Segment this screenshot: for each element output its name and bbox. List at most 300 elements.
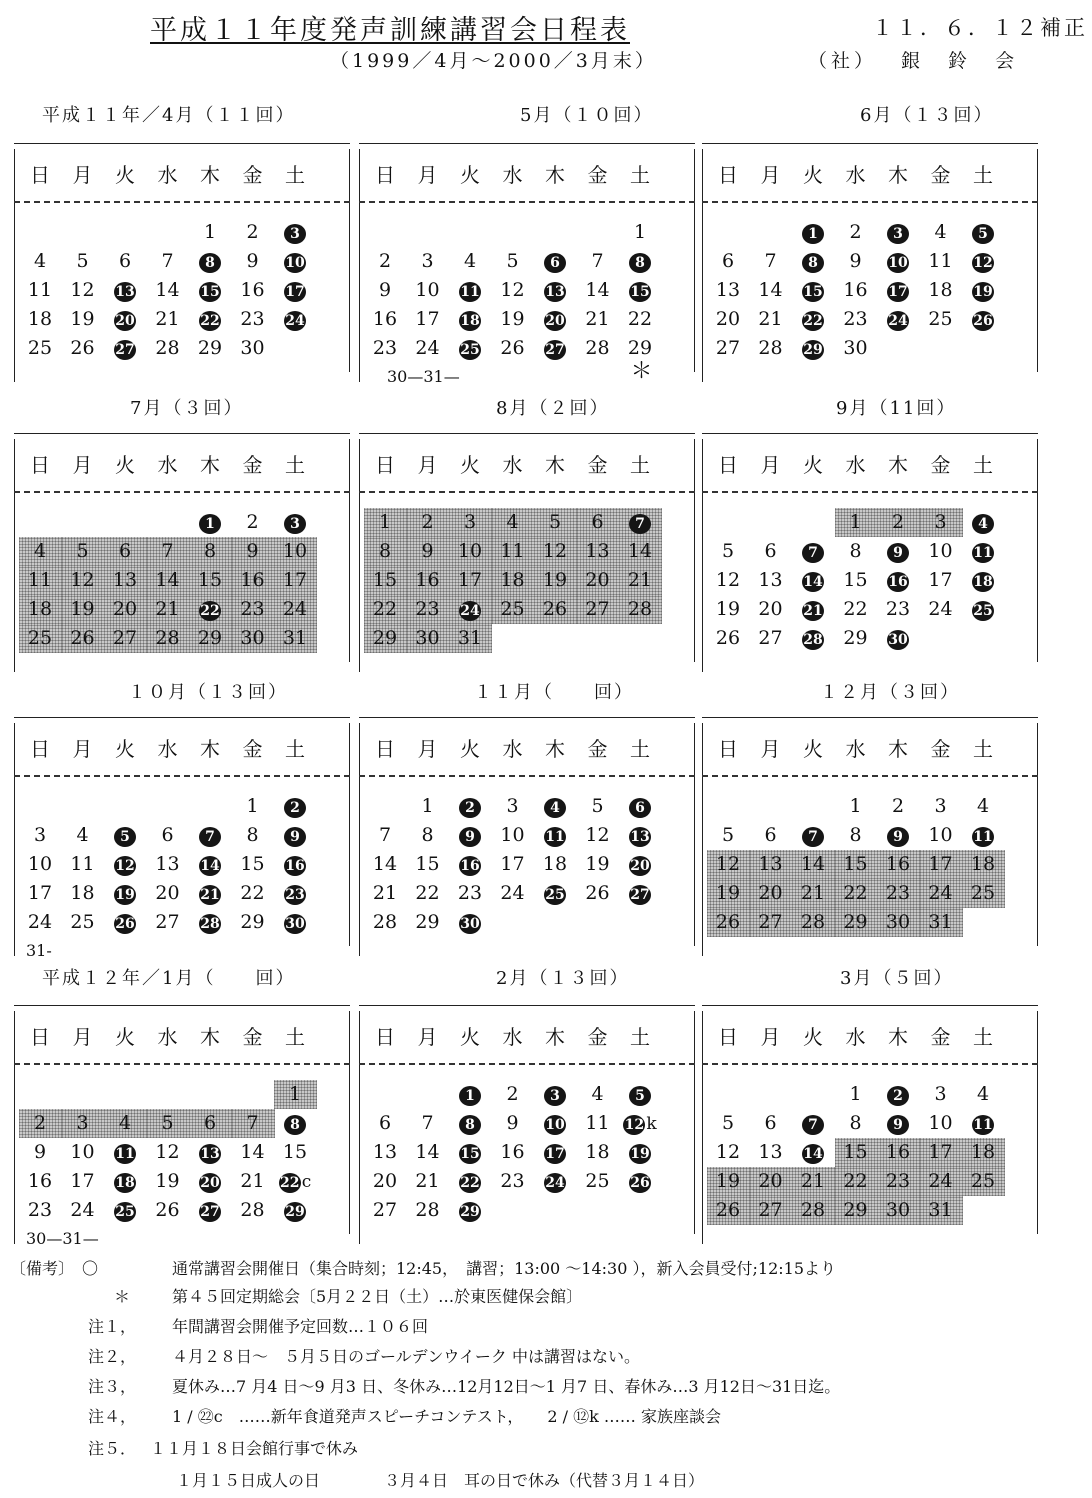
day-number: 26 <box>155 1199 180 1221</box>
day-number: 8 <box>802 253 824 273</box>
calendar-rule <box>1037 723 1038 946</box>
calendar-day <box>535 852 575 876</box>
day-number: 28 <box>585 337 610 359</box>
session-day <box>450 1140 490 1164</box>
calendar-day <box>190 1111 230 1135</box>
calendar-day <box>921 1111 961 1135</box>
calendar-day <box>408 1111 448 1135</box>
day-number: 19 <box>715 598 741 620</box>
day-number: 9 <box>887 543 909 563</box>
weekday-header: 木 <box>888 737 908 761</box>
weekday-header: 月 <box>417 1025 438 1049</box>
day-number: 19 <box>630 1146 650 1162</box>
calendar-day <box>578 307 618 331</box>
session-day <box>450 336 490 360</box>
day-number: 25 <box>27 627 53 649</box>
weekday-header: 月 <box>72 1025 93 1049</box>
session-day <box>793 823 833 847</box>
weekday-header: 水 <box>845 453 866 477</box>
calendar-rule <box>14 717 350 718</box>
day-number: 6 <box>378 1112 392 1134</box>
day-number: 14 <box>155 569 180 591</box>
note-text: 1 / ㉒c ……新年食道発声スピーチコンテスト， 2 / ⑫k …… 家族座談会 <box>172 1407 721 1426</box>
day-number: 23 <box>27 1199 53 1221</box>
day-number: 15 <box>197 569 223 591</box>
session-day <box>450 307 490 331</box>
weekday-header: 木 <box>545 453 565 477</box>
calendar-day <box>63 1140 103 1164</box>
calendar-day <box>233 220 273 244</box>
day-number: 10 <box>545 1117 565 1133</box>
calendar-rule <box>14 1011 15 1244</box>
day-number: 30 <box>240 627 265 649</box>
day-number: 1 <box>246 795 259 817</box>
calendar-day <box>836 794 876 818</box>
calendar-day <box>751 1140 791 1164</box>
day-number: 30 <box>885 911 911 933</box>
weekday-header: 水 <box>157 1025 178 1049</box>
weekday-header: 月 <box>72 163 93 187</box>
day-number: 15 <box>200 284 220 300</box>
session-day <box>620 510 660 534</box>
month-label: 6月（１３回） <box>860 105 994 126</box>
weekday-header: 水 <box>157 163 178 187</box>
calendar-day <box>275 1140 315 1164</box>
calendar-day <box>921 852 961 876</box>
calendar-day <box>63 568 103 592</box>
calendar-day <box>63 1169 103 1193</box>
day-number: 14 <box>585 279 610 301</box>
calendar-rule <box>694 439 695 662</box>
day-number: 8 <box>629 253 651 273</box>
calendar-day <box>793 910 833 934</box>
session-day <box>275 852 315 876</box>
day-number: 13 <box>630 829 650 845</box>
month-label: 3月（５回） <box>840 968 954 989</box>
calendar-rule <box>349 723 350 946</box>
calendar-day <box>708 307 748 331</box>
day-number: 15 <box>843 1141 868 1163</box>
weekday-header: 火 <box>460 453 480 477</box>
calendar-day <box>408 1198 448 1222</box>
day-number: 27 <box>630 887 650 903</box>
calendar-day <box>365 852 405 876</box>
note-key: ＊ <box>114 1287 131 1306</box>
session-day <box>450 597 490 621</box>
calendar-day <box>408 597 448 621</box>
calendar-rule <box>14 723 15 956</box>
calendar-day <box>878 1169 918 1193</box>
day-number: 9 <box>378 279 392 301</box>
day-number: 28 <box>627 598 653 620</box>
session-day <box>275 1111 315 1135</box>
day-number: 25 <box>970 882 996 904</box>
calendar-day <box>233 539 273 563</box>
calendar-rule <box>702 1011 703 1244</box>
day-number: 3 <box>934 795 947 817</box>
day-number: 5 <box>161 1112 174 1134</box>
calendar-day <box>578 852 618 876</box>
calendar-day <box>105 626 145 650</box>
weekday-header: 月 <box>417 163 438 187</box>
day-number: 22 <box>200 313 220 329</box>
day-number: 15 <box>372 569 398 591</box>
calendar-day <box>365 278 405 302</box>
weekday-header: 土 <box>285 453 305 477</box>
day-number: 23 <box>372 337 398 359</box>
calendar-day <box>63 278 103 302</box>
day-number: 5 <box>721 540 735 562</box>
overflow-days: 30—31— <box>26 1229 99 1248</box>
calendar-day <box>105 568 145 592</box>
calendar-day <box>148 1140 188 1164</box>
weekday-header: 水 <box>502 737 523 761</box>
session-day <box>620 278 660 302</box>
calendar-day <box>365 568 405 592</box>
day-number: 8 <box>849 1112 862 1134</box>
day-number: 3 <box>506 795 519 817</box>
calendar-day <box>148 568 188 592</box>
calendar-day <box>148 1169 188 1193</box>
calendar-day <box>365 881 405 905</box>
day-number: 21 <box>627 569 653 591</box>
day-number: 25 <box>545 887 565 903</box>
day-number: 5 <box>76 540 89 562</box>
calendar-day <box>148 336 188 360</box>
day-number: 16 <box>888 574 908 590</box>
session-day <box>190 823 230 847</box>
calendar-day <box>233 626 273 650</box>
day-number: 21 <box>585 308 610 330</box>
day-number: 5 <box>721 1112 735 1134</box>
day-number: 16 <box>240 279 265 301</box>
calendar-day <box>190 626 230 650</box>
weekday-header: 木 <box>888 453 908 477</box>
calendar-day <box>408 249 448 273</box>
calendar-day <box>921 794 961 818</box>
day-number: 14 <box>627 540 653 562</box>
calendar-day <box>708 1111 748 1135</box>
weekday-header: 日 <box>375 163 395 187</box>
calendar-day <box>408 1140 448 1164</box>
day-number: 5 <box>629 1086 651 1106</box>
weekday-header: 木 <box>545 1025 565 1049</box>
day-number: 8 <box>459 1115 481 1135</box>
calendar-day <box>148 910 188 934</box>
session-day <box>535 249 575 273</box>
day-number: 23 <box>285 887 305 903</box>
calendar-day <box>751 307 791 331</box>
weekday-header: 日 <box>375 737 395 761</box>
day-number: 4 <box>544 798 566 818</box>
day-number: 19 <box>715 882 741 904</box>
calendar-day <box>751 597 791 621</box>
day-number: 9 <box>421 540 434 562</box>
day-number: 18 <box>970 1141 996 1163</box>
day-number: 28 <box>803 632 823 648</box>
weekday-header: 水 <box>845 737 866 761</box>
calendar-rule <box>359 1005 695 1006</box>
day-number: 12 <box>115 858 135 874</box>
session-day <box>535 794 575 818</box>
weekday-header: 土 <box>973 737 993 761</box>
calendar-day <box>620 597 660 621</box>
day-number: 21 <box>240 1170 265 1192</box>
calendar-day <box>365 1111 405 1135</box>
calendar-day <box>233 568 273 592</box>
session-day <box>105 1198 145 1222</box>
weekday-header: 土 <box>285 163 305 187</box>
month-label: 平成１１年／4月（１１回） <box>42 105 296 126</box>
calendar-rule <box>14 439 15 672</box>
session-day <box>105 881 145 905</box>
day-number: 23 <box>885 598 911 620</box>
day-number: 4 <box>934 221 947 243</box>
day-number: 13 <box>200 1146 220 1162</box>
calendar-day <box>365 1198 405 1222</box>
day-number: 19 <box>500 308 525 330</box>
session-day <box>190 881 230 905</box>
day-number: 13 <box>372 1141 398 1163</box>
session-day <box>275 910 315 934</box>
calendar-day <box>708 881 748 905</box>
calendar-day <box>578 1111 618 1135</box>
weekday-header: 土 <box>630 1025 650 1049</box>
day-number: 15 <box>843 853 868 875</box>
session-day <box>105 852 145 876</box>
month-calendar <box>357 433 697 676</box>
calendar-rule <box>14 433 350 434</box>
calendar-day <box>408 881 448 905</box>
session-day <box>105 336 145 360</box>
day-number: 11 <box>500 540 525 562</box>
session-day <box>275 510 315 534</box>
calendar-day <box>921 597 961 621</box>
calendar-day <box>20 597 60 621</box>
day-number: 27 <box>758 911 783 933</box>
day-number: 8 <box>849 824 862 846</box>
day-number: 29 <box>843 1199 868 1221</box>
calendar-day <box>921 881 961 905</box>
calendar-rule <box>14 491 350 493</box>
calendar-day <box>233 1140 273 1164</box>
day-number: 7 <box>421 1112 434 1134</box>
weekday-header: 土 <box>285 737 305 761</box>
session-day <box>963 1111 1003 1135</box>
calendar-day <box>708 278 748 302</box>
calendar-day <box>836 336 876 360</box>
day-number: 14 <box>415 1141 440 1163</box>
calendar-day <box>751 881 791 905</box>
day-number: 16 <box>460 858 480 874</box>
calendar-day <box>836 910 876 934</box>
calendar-day <box>233 910 273 934</box>
day-number: 4 <box>976 795 990 817</box>
day-number: 12 <box>715 1141 741 1163</box>
day-number: 23 <box>240 308 265 330</box>
day-number: 5 <box>76 250 89 272</box>
overflow-days: 31- <box>26 941 52 960</box>
calendar-day <box>493 1140 533 1164</box>
day-number: 31 <box>928 1199 953 1221</box>
session-day <box>963 307 1003 331</box>
month-calendar <box>12 1005 352 1248</box>
calendar-day <box>408 278 448 302</box>
day-number: 29 <box>415 911 440 933</box>
month-label: 平成１２年／1月（ 回） <box>42 968 296 989</box>
calendar-rule <box>1037 149 1038 372</box>
weekday-header: 土 <box>630 453 650 477</box>
calendar-day <box>836 626 876 650</box>
calendar-day <box>751 852 791 876</box>
day-number: 20 <box>200 1175 220 1191</box>
calendar-rule <box>14 1063 350 1065</box>
calendar-day <box>878 910 918 934</box>
day-number: 21 <box>200 887 220 903</box>
calendar-day <box>365 1169 405 1193</box>
weekday-header: 木 <box>200 1025 220 1049</box>
note-text: 第４５回定期総会〔5月２２日（土）…於東医健保会館〕 <box>172 1287 583 1306</box>
weekday-header: 日 <box>375 453 395 477</box>
day-number: 17 <box>928 1141 953 1163</box>
calendar-day <box>190 336 230 360</box>
calendar-rule <box>702 143 1038 144</box>
day-number: 15 <box>843 569 868 591</box>
calendar-day <box>365 626 405 650</box>
day-number: 7 <box>378 824 392 846</box>
note-text: ４月２８日～ ５月５日のゴールデンウイーク 中は講習はない。 <box>172 1347 640 1366</box>
weekday-header: 木 <box>200 163 220 187</box>
weekday-header: 土 <box>973 1025 993 1049</box>
day-number: 25 <box>460 342 480 358</box>
day-number: 5 <box>548 511 562 533</box>
weekday-header: 金 <box>587 453 608 477</box>
calendar-day <box>63 626 103 650</box>
calendar-day <box>20 336 60 360</box>
calendar-day <box>20 539 60 563</box>
session-day <box>620 249 660 273</box>
calendar-day <box>921 249 961 273</box>
calendar-day <box>963 1140 1003 1164</box>
day-number: 11 <box>115 1146 135 1162</box>
day-number: 4 <box>591 1083 604 1105</box>
day-number: 17 <box>928 569 953 591</box>
day-number: 15 <box>630 284 650 300</box>
weekday-header: 金 <box>587 163 608 187</box>
weekday-header: 火 <box>460 737 480 761</box>
session-day <box>793 278 833 302</box>
day-number: 13 <box>545 284 565 300</box>
day-number: 17 <box>545 1146 565 1162</box>
day-number: 27 <box>545 342 565 358</box>
day-number: 27 <box>155 911 180 933</box>
day-number: 3 <box>33 824 47 846</box>
calendar-day <box>921 1169 961 1193</box>
day-number: 14 <box>758 279 783 301</box>
day-number: 9 <box>887 827 909 847</box>
day-mark: k <box>646 1114 657 1134</box>
calendar-day <box>63 1198 103 1222</box>
day-number: 13 <box>155 853 180 875</box>
session-day <box>620 852 660 876</box>
calendar-day <box>620 307 660 331</box>
day-number: 19 <box>155 1170 180 1192</box>
calendar-day <box>578 1082 618 1106</box>
day-number: 2 <box>887 1086 909 1106</box>
day-number: 19 <box>585 853 610 875</box>
day-number: 18 <box>928 279 953 301</box>
calendar-day <box>148 1111 188 1135</box>
session-day <box>878 568 918 592</box>
weekday-header: 火 <box>460 163 480 187</box>
day-number: 3 <box>421 250 434 272</box>
day-number: 7 <box>591 250 604 272</box>
day-number: 21 <box>800 882 826 904</box>
session-day <box>878 307 918 331</box>
day-number: 16 <box>500 1141 525 1163</box>
day-number: 16 <box>843 279 868 301</box>
calendar-day <box>921 220 961 244</box>
note-text: １１月１８日会館行事で休み <box>150 1439 359 1458</box>
calendar-rule <box>359 491 695 493</box>
calendar-rule <box>359 1063 695 1065</box>
day-number: 21 <box>155 598 180 620</box>
weekday-header: 月 <box>72 453 93 477</box>
day-mark: c <box>301 1172 312 1192</box>
calendar-day <box>20 568 60 592</box>
day-number: 8 <box>203 540 217 562</box>
calendar-day <box>878 794 918 818</box>
weekday-header: 金 <box>242 453 263 477</box>
calendar-day <box>963 852 1003 876</box>
calendar-day <box>408 626 448 650</box>
day-number: 1 <box>633 221 647 243</box>
calendar-rule <box>359 149 360 382</box>
calendar-day <box>878 1140 918 1164</box>
session-day <box>878 220 918 244</box>
calendar-rule <box>1037 439 1038 662</box>
calendar-day <box>751 1169 791 1193</box>
day-number: 14 <box>803 1146 823 1162</box>
weekday-header: 月 <box>760 163 781 187</box>
day-number: 17 <box>500 853 525 875</box>
calendar-day <box>63 823 103 847</box>
day-number: 20 <box>715 308 741 330</box>
day-number: 27 <box>112 627 138 649</box>
day-number: 17 <box>928 853 953 875</box>
weekday-header: 火 <box>803 737 823 761</box>
calendar-day <box>63 597 103 621</box>
calendar-day <box>365 249 405 273</box>
month-label: １２月（３回） <box>820 682 960 703</box>
calendar-day <box>751 626 791 650</box>
day-number: 17 <box>70 1170 95 1192</box>
weekday-header: 金 <box>930 453 951 477</box>
calendar-day <box>921 910 961 934</box>
day-number: 25 <box>27 337 53 359</box>
calendar-day <box>836 852 876 876</box>
day-number: 11 <box>545 829 565 845</box>
calendar-day <box>578 823 618 847</box>
session-day <box>105 910 145 934</box>
calendar-day <box>878 881 918 905</box>
calendar-day <box>148 881 188 905</box>
calendar-rule <box>694 723 695 946</box>
day-number: 29 <box>460 1204 480 1220</box>
session-day <box>620 1082 660 1106</box>
day-number: 23 <box>885 882 911 904</box>
calendar-day <box>148 1198 188 1222</box>
